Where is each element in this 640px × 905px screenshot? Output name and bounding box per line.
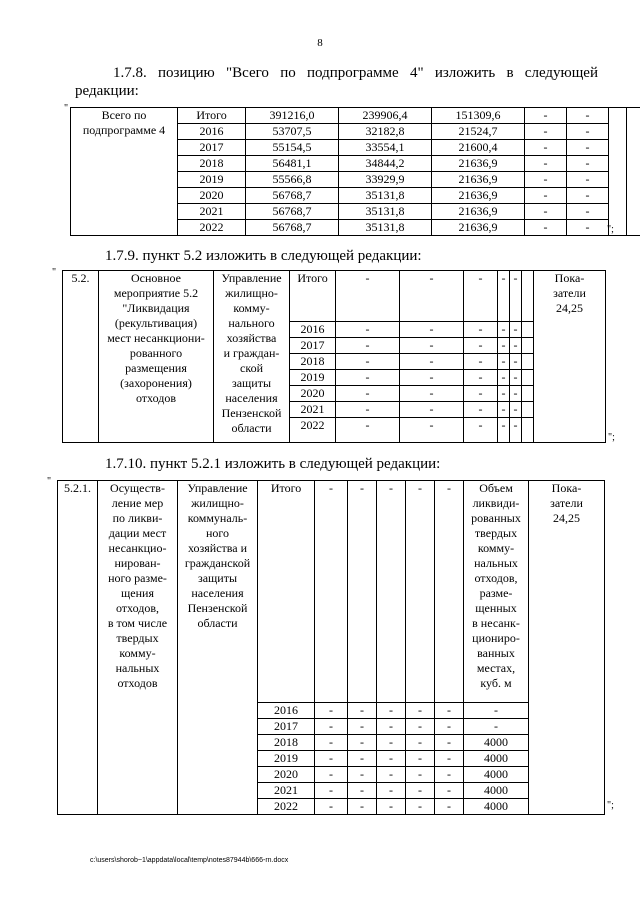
value-cell: - [406, 481, 435, 703]
item-178-line1: 1.7.8. позицию "Всего по подпрограмме 4" изложить в следующей [113, 65, 598, 81]
value-cell: - [435, 799, 464, 815]
value-cell: - [510, 271, 522, 322]
value-cell: - [464, 386, 498, 402]
value-cell: - [406, 751, 435, 767]
page-number: 8 [317, 37, 323, 49]
indicator-cell [534, 271, 606, 443]
value-cell: - [435, 481, 464, 703]
value-cell: - [336, 271, 400, 322]
volume-line: Объем [479, 481, 513, 495]
value-cell: - [400, 354, 464, 370]
value-cell: - [498, 338, 510, 354]
value-cell: - [400, 386, 464, 402]
year-cell: 2017 [178, 140, 246, 156]
value-cell: - [498, 402, 510, 418]
value-cell: 55566,8 [246, 172, 339, 188]
value-cell: - [315, 735, 348, 751]
executor-line: и граждан- [223, 346, 280, 360]
executor-line: Пензенской [221, 406, 282, 420]
total-label-line: Всего по [101, 108, 147, 122]
volume-value-cell: 4000 [464, 735, 529, 751]
year-cell: 2018 [258, 735, 315, 751]
value-cell: - [525, 108, 567, 124]
value-cell: - [377, 799, 406, 815]
value-cell: - [400, 322, 464, 338]
activity-name-line: мест несанкциони- [107, 331, 205, 345]
value-cell: - [315, 783, 348, 799]
value-cell: 33554,1 [339, 140, 432, 156]
year-cell: 2020 [178, 188, 246, 204]
indicator-line: затели [550, 496, 583, 510]
empty-cell [522, 354, 534, 370]
footer-file-path: c:\users\shorob~1\appdata\local\temp\notes87944b\666-rn.docx [90, 857, 289, 864]
value-cell: - [348, 783, 377, 799]
value-cell: - [336, 402, 400, 418]
value-cell: - [336, 354, 400, 370]
activity-name-line: рованного [129, 346, 183, 360]
value-cell: - [567, 140, 609, 156]
value-cell: - [510, 402, 522, 418]
empty-cell [522, 402, 534, 418]
item-1710-open-quote: " [47, 476, 52, 487]
table-item-178 [70, 107, 640, 236]
value-cell: - [315, 767, 348, 783]
value-cell: - [315, 481, 348, 703]
year-cell: Итого [178, 108, 246, 124]
value-cell: 56768,7 [246, 220, 339, 236]
year-cell: 2016 [178, 124, 246, 140]
year-cell: Итого [258, 481, 315, 703]
indicator-line: 24,25 [556, 301, 583, 315]
activity-name-line: отходов [135, 391, 177, 405]
value-cell: - [567, 172, 609, 188]
indicator-line: 24,25 [553, 511, 580, 525]
value-cell: - [336, 386, 400, 402]
value-cell: - [525, 204, 567, 220]
value-cell: - [336, 338, 400, 354]
value-cell: - [315, 799, 348, 815]
value-cell: 21636,9 [432, 204, 525, 220]
executor-line: ской [240, 361, 263, 375]
value-cell: - [348, 799, 377, 815]
value-cell: 151309,6 [432, 108, 525, 124]
value-cell: - [336, 370, 400, 386]
value-cell: 56768,7 [246, 188, 339, 204]
year-cell: 2022 [178, 220, 246, 236]
activity-name-line: отходов [117, 676, 158, 690]
value-cell: - [510, 322, 522, 338]
year-cell: 2019 [178, 172, 246, 188]
value-cell: - [525, 140, 567, 156]
item-178-open-quote: " [64, 103, 69, 114]
year-cell: 2021 [258, 783, 315, 799]
volume-value-cell: 4000 [464, 767, 529, 783]
executor-line: Пензенской [187, 601, 248, 615]
activity-name-line: (рекультивация) [114, 316, 198, 330]
value-cell: 21600,4 [432, 140, 525, 156]
value-cell: - [377, 703, 406, 719]
value-cell: - [315, 703, 348, 719]
value-cell: - [510, 338, 522, 354]
value-cell: 21636,9 [432, 220, 525, 236]
indicator-line: затели [553, 286, 586, 300]
value-cell: - [498, 271, 510, 322]
year-cell: 2022 [290, 418, 336, 443]
activity-name-cell [98, 481, 178, 815]
item-178-close-quote: "; [607, 224, 614, 235]
value-cell: - [464, 418, 498, 443]
value-cell: - [510, 386, 522, 402]
empty-cell [522, 338, 534, 354]
table-row [63, 271, 606, 322]
item-number-cell: 5.2.1. [58, 481, 98, 815]
year-cell: 2021 [178, 204, 246, 220]
value-cell: 55154,5 [246, 140, 339, 156]
executor-line: области [197, 616, 238, 630]
value-cell: - [406, 719, 435, 735]
year-cell: 2017 [290, 338, 336, 354]
value-cell: - [525, 188, 567, 204]
volume-line: нальных [474, 556, 518, 570]
executor-line: коммуналь- [187, 511, 248, 525]
value-cell: - [400, 370, 464, 386]
value-cell: - [435, 751, 464, 767]
activity-name-line: Основное [131, 271, 181, 285]
value-cell: - [406, 783, 435, 799]
value-cell: - [315, 751, 348, 767]
volume-value-cell: 4000 [464, 783, 529, 799]
value-cell: - [400, 402, 464, 418]
value-cell: - [510, 418, 522, 443]
item-1710-heading: 1.7.10. пункт 5.2.1 изложить в следующей редакции: [105, 456, 441, 472]
value-cell: - [525, 172, 567, 188]
activity-name-line: дации мест [108, 526, 167, 540]
activity-name-line: комму- [119, 646, 156, 660]
value-cell: 33929,9 [339, 172, 432, 188]
value-cell: - [567, 156, 609, 172]
empty-cell [522, 322, 534, 338]
activity-name-line: отходов, [115, 601, 160, 615]
year-cell: 2019 [290, 370, 336, 386]
executor-line: Управление [187, 481, 248, 495]
value-cell: - [464, 370, 498, 386]
value-cell: 56481,1 [246, 156, 339, 172]
volume-line: щенных [475, 601, 517, 615]
value-cell: 391216,0 [246, 108, 339, 124]
executor-line: ного [205, 526, 230, 540]
value-cell: - [510, 370, 522, 386]
executor-line: Управление [221, 271, 282, 285]
executor-line: области [231, 421, 272, 435]
year-cell: 2018 [290, 354, 336, 370]
value-cell: - [567, 108, 609, 124]
executor-line: защиты [197, 571, 238, 585]
volume-line: комму- [477, 541, 515, 555]
volume-line: разме- [479, 586, 513, 600]
value-cell: - [464, 338, 498, 354]
value-cell: 21636,9 [432, 188, 525, 204]
value-cell: - [377, 481, 406, 703]
volume-line: рованных [471, 511, 521, 525]
value-cell: - [567, 188, 609, 204]
value-cell: - [406, 799, 435, 815]
executor-line: гражданской [184, 556, 251, 570]
value-cell: - [435, 735, 464, 751]
value-cell: - [400, 418, 464, 443]
total-label-cell [71, 108, 178, 236]
year-cell: 2020 [258, 767, 315, 783]
activity-name-line: ного разме- [108, 571, 167, 585]
activity-name-line: мероприятие 5.2 [113, 286, 199, 300]
value-cell: - [464, 322, 498, 338]
table-row [58, 481, 605, 703]
value-cell: - [525, 220, 567, 236]
executor-line: защиты [231, 376, 272, 390]
volume-value-cell: 4000 [464, 799, 529, 815]
activity-name-line: по ликви- [112, 511, 163, 525]
year-cell: 2019 [258, 751, 315, 767]
empty-cell [522, 271, 534, 322]
value-cell: - [525, 124, 567, 140]
volume-value-cell: - [464, 719, 529, 735]
item-179-open-quote: " [52, 267, 57, 278]
value-cell: 35131,8 [339, 204, 432, 220]
volume-line: твердых [474, 526, 518, 540]
year-cell: 2016 [258, 703, 315, 719]
value-cell: - [377, 751, 406, 767]
value-cell: - [464, 402, 498, 418]
value-cell: - [400, 338, 464, 354]
value-cell: - [348, 703, 377, 719]
total-label-line: подпрограмме 4 [82, 123, 166, 137]
activity-name-line: нирован- [114, 556, 161, 570]
activity-name-line: ление мер [111, 496, 164, 510]
executor-line: хозяйства [226, 331, 277, 345]
activity-name-line: Осуществ- [110, 481, 165, 495]
volume-line: в несанк- [472, 616, 520, 630]
volume-value-cell: - [464, 703, 529, 719]
value-cell: - [377, 719, 406, 735]
volume-line: местах, [476, 661, 516, 675]
executor-line: комму- [233, 301, 270, 315]
activity-name-line: (захоронения) [120, 376, 192, 390]
value-cell: - [377, 767, 406, 783]
empty-cell [609, 108, 627, 236]
activity-name-line: твердых [116, 631, 159, 645]
value-cell: - [498, 370, 510, 386]
activity-name-line: нальных [115, 661, 160, 675]
executor-line: населения [191, 586, 244, 600]
value-cell: - [498, 322, 510, 338]
value-cell: - [348, 751, 377, 767]
value-cell: - [435, 703, 464, 719]
indicator-cell [529, 481, 605, 815]
empty-cell [522, 418, 534, 443]
table-item-179 [62, 270, 606, 443]
activity-name-line: в том числе [107, 616, 168, 630]
value-cell: 21524,7 [432, 124, 525, 140]
indicator-line: Пока- [551, 481, 582, 495]
year-cell: 2017 [258, 719, 315, 735]
value-cell: 53707,5 [246, 124, 339, 140]
indicator-line: Пока- [554, 271, 585, 285]
value-cell: - [567, 124, 609, 140]
table-item-1710 [57, 480, 605, 815]
executor-cell [214, 271, 290, 443]
item-178-line2: редакции: [75, 83, 139, 99]
value-cell: - [464, 354, 498, 370]
executor-line: нального [228, 316, 275, 330]
value-cell: - [406, 767, 435, 783]
item-179-heading: 1.7.9. пункт 5.2 изложить в следующей редакции: [105, 248, 422, 264]
value-cell: 21636,9 [432, 172, 525, 188]
value-cell: - [498, 386, 510, 402]
year-cell: 2022 [258, 799, 315, 815]
volume-value-cell: 4000 [464, 751, 529, 767]
value-cell: - [377, 735, 406, 751]
value-cell: - [498, 418, 510, 443]
volume-line: ликвиди- [472, 496, 520, 510]
executor-cell [178, 481, 258, 815]
year-cell: 2020 [290, 386, 336, 402]
value-cell: - [336, 322, 400, 338]
year-cell: 2018 [178, 156, 246, 172]
value-cell: 34844,2 [339, 156, 432, 172]
value-cell: - [435, 767, 464, 783]
empty-cell [627, 108, 640, 236]
value-cell: - [400, 271, 464, 322]
value-cell: - [567, 220, 609, 236]
value-cell: - [435, 783, 464, 799]
activity-name-line: "Ликвидация [122, 301, 190, 315]
value-cell: - [498, 354, 510, 370]
empty-cell [522, 370, 534, 386]
activity-name-line: несанкцио- [108, 541, 167, 555]
volume-line: отходов, [474, 571, 518, 585]
value-cell: - [348, 719, 377, 735]
volume-line: куб. м [480, 676, 512, 690]
value-cell: - [406, 703, 435, 719]
value-cell: - [315, 719, 348, 735]
year-cell: 2016 [290, 322, 336, 338]
item-1710-close-quote: "; [607, 800, 614, 811]
value-cell: - [435, 719, 464, 735]
value-cell: - [567, 204, 609, 220]
executor-line: жилищно- [191, 496, 244, 510]
value-cell: - [464, 271, 498, 322]
value-cell: - [348, 481, 377, 703]
value-cell: 35131,8 [339, 220, 432, 236]
activity-name-cell [99, 271, 214, 443]
value-cell: - [336, 418, 400, 443]
volume-line: циониро- [472, 631, 520, 645]
value-cell: - [348, 767, 377, 783]
value-cell: - [348, 735, 377, 751]
activity-name-line: размещения [125, 361, 187, 375]
executor-line: хозяйства и [187, 541, 248, 555]
activity-name-line: щения [121, 586, 154, 600]
empty-cell [522, 386, 534, 402]
year-cell: 2021 [290, 402, 336, 418]
value-cell: 21636,9 [432, 156, 525, 172]
value-cell: 32182,8 [339, 124, 432, 140]
year-cell: Итого [290, 271, 336, 322]
volume-cell [464, 481, 529, 703]
item-number-cell: 5.2. [63, 271, 99, 443]
item-179-close-quote: "; [608, 432, 615, 443]
value-cell: 239906,4 [339, 108, 432, 124]
value-cell: - [377, 783, 406, 799]
executor-line: населения [225, 391, 278, 405]
value-cell: 35131,8 [339, 188, 432, 204]
table-row [71, 108, 640, 124]
value-cell: 56768,7 [246, 204, 339, 220]
volume-line: ванных [477, 646, 515, 660]
value-cell: - [406, 735, 435, 751]
value-cell: - [525, 156, 567, 172]
value-cell: - [510, 354, 522, 370]
executor-line: жилищно- [225, 286, 278, 300]
